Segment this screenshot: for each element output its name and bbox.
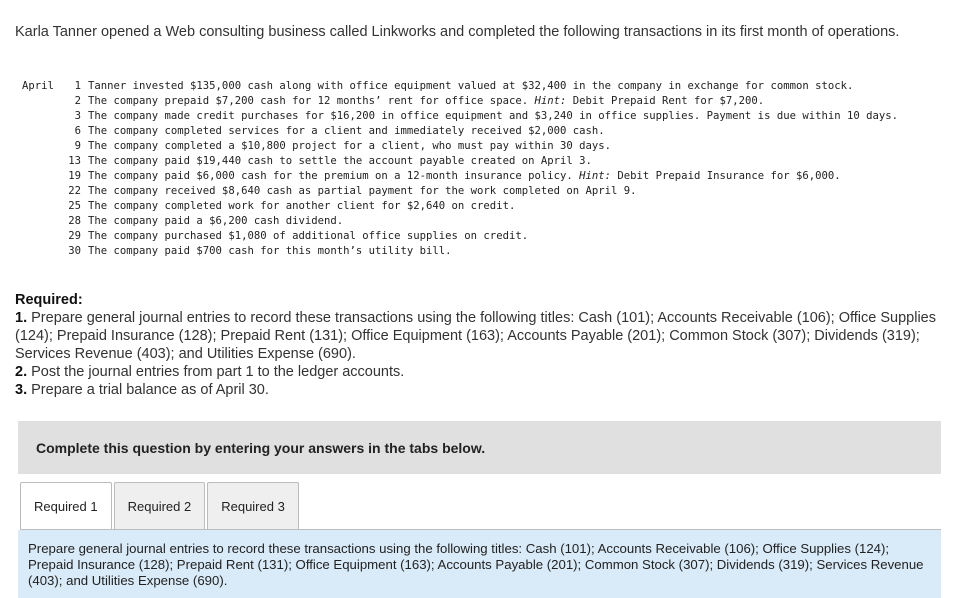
tab-content-panel	[18, 530, 941, 598]
transaction-text: The company completed services for a client and immediately received $2,000 cash.	[88, 125, 605, 137]
problem-intro: Karla Tanner opened a Web consulting business called Linkworks and completed the following transactions in its first month of operations.	[15, 24, 900, 40]
transaction-row	[22, 94, 958, 109]
transaction-row	[22, 79, 958, 94]
transaction-text: The company paid $6,000 cash for the premium on a 12-month insurance policy. Hint: Debit Prepaid Insurance for $6,000.	[88, 170, 841, 182]
tab-required-2[interactable]: Required 2	[114, 482, 206, 529]
transaction-day: 9	[74, 140, 81, 152]
transaction-day: 3	[74, 110, 81, 122]
transaction-row	[22, 124, 958, 139]
transaction-day: 19	[68, 170, 81, 182]
transaction-row	[22, 184, 958, 199]
instructions-text: Complete this question by entering your answers in the tabs below.	[36, 439, 486, 456]
hint-label: Hint:	[579, 170, 612, 182]
transaction-text: Tanner invested $135,000 cash along with office equipment valued at $32,400 in the company in exchange for common stock.	[88, 80, 854, 92]
instructions-banner	[18, 421, 941, 474]
required-item: 3. Prepare a trial balance as of April 30.	[15, 382, 269, 398]
transaction-text: The company paid a $6,200 cash dividend.	[88, 215, 344, 227]
transaction-day: 13	[68, 155, 81, 167]
transaction-row	[22, 169, 958, 184]
transaction-text: The company made credit purchases for $16,200 in office equipment and $3,240 in office supplies. Payment is due within 10 days.	[88, 110, 899, 122]
transaction-row	[22, 229, 958, 244]
transaction-row	[22, 244, 958, 259]
transaction-day: 2	[74, 95, 81, 107]
transaction-day: 6	[74, 125, 81, 137]
required-item: 1. Prepare general journal entries to record these transactions using the following titles: Cash (101); Accounts Receivable (106); Office Supplies (124); Prepaid Insurance (128); Prepaid Rent (131); Office Equipment (163); Accounts Payable (201); Common Stock (307); Dividends (319); Services Revenue (403); and Utilities Expense (690).	[15, 310, 936, 362]
transaction-row	[22, 139, 958, 154]
transaction-text: The company purchased $1,080 of additional office supplies on credit.	[88, 230, 529, 242]
required-item: 2. Post the journal entries from part 1 to the ledger accounts.	[15, 364, 405, 380]
transactions-list	[22, 79, 958, 259]
transaction-day: 25	[68, 200, 81, 212]
transaction-text: The company prepaid $7,200 cash for 12 months’ rent for office space. Hint: Debit Prepaid Rent for $7,200.	[88, 95, 765, 107]
transaction-day: 1	[74, 80, 81, 92]
transaction-day: 22	[68, 185, 81, 197]
transaction-row	[22, 214, 958, 229]
panel-instructions: Prepare general journal entries to record these transactions using the following titles: Cash (101); Accounts Receivable (106); Office Supplies (124); Prepaid Insurance (128); Prepaid Rent (131); Office Equipment (163); Accounts Payable (201); Common Stock (307); Dividends (319); Services Revenue (403); and Utilities Expense (690).	[28, 541, 924, 588]
required-heading: Required:	[15, 292, 83, 308]
transaction-text: The company paid $19,440 cash to settle the account payable created on April 3.	[88, 155, 592, 167]
transaction-row	[22, 199, 958, 214]
tab-required-3[interactable]: Required 3	[207, 482, 299, 529]
transaction-day: 28	[68, 215, 81, 227]
hint-label: Hint:	[534, 95, 567, 107]
transaction-text: The company completed a $10,800 project for a client, who must pay within 30 days.	[88, 140, 611, 152]
required-tabs	[20, 482, 299, 530]
transaction-row	[22, 154, 958, 169]
transaction-text: The company completed work for another client for $2,640 on credit.	[88, 200, 516, 212]
transaction-day: 30	[68, 245, 81, 257]
transaction-text: The company paid $700 cash for this month’s utility bill.	[88, 245, 452, 257]
required-section	[15, 291, 950, 399]
transaction-day: 29	[68, 230, 81, 242]
transaction-row	[22, 109, 958, 124]
tab-required-1[interactable]: Required 1	[20, 482, 112, 530]
transaction-text: The company received $8,640 cash as partial payment for the work completed on April 9.	[88, 185, 637, 197]
transaction-month: April	[22, 80, 54, 92]
